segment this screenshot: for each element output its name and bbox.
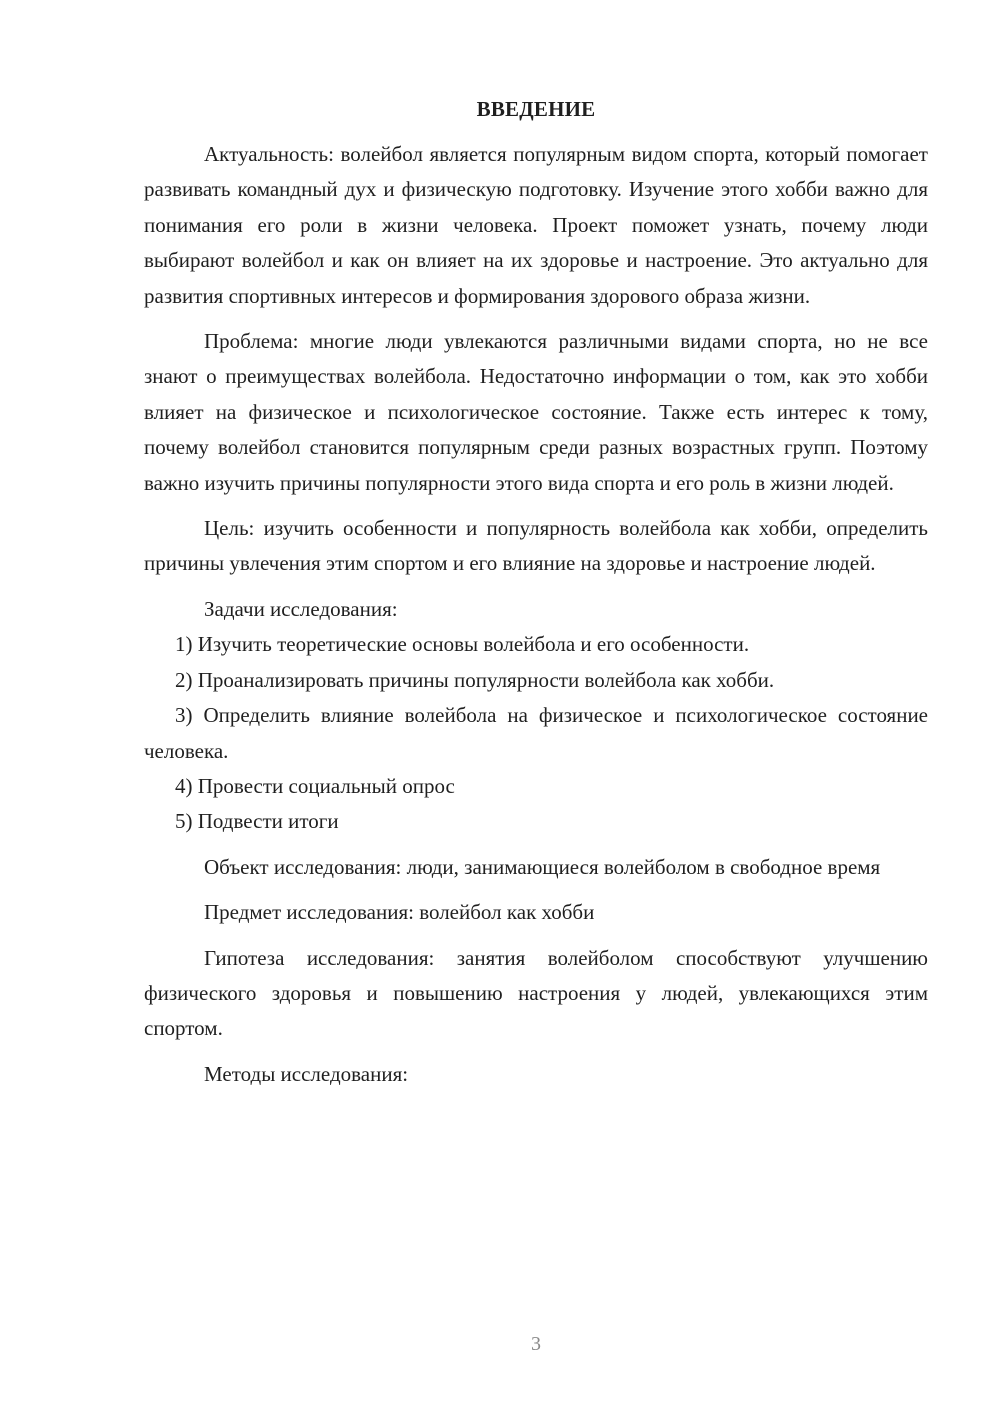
task-item: 4) Провести социальный опрос xyxy=(175,773,455,798)
task-item: 1) Изучить теоретические основы волейбола и его особенности. xyxy=(175,632,750,657)
relevance-paragraph: Актуальность: волейбол является популярным видом спорта, который помогает развивать командный дух и физическую подготовку. Изучение этого хобби важно для понимания его роли в жизни человека. Проект поможет узнать, почему люди выбирают волейбол и как он влияет на их здоровье и настроение. Это актуально для развития спортивных интересов и формирования здорового образа жизни. xyxy=(144,142,928,308)
page-number: 3 xyxy=(531,1333,541,1355)
task-item: 3) Определить влияние волейбола на физическое и психологическое состояние человека. xyxy=(144,703,928,763)
methods-heading: Методы исследования: xyxy=(204,1061,409,1086)
document-page xyxy=(144,92,928,1092)
goal-paragraph: Цель: изучить особенности и популярность волейбола как хобби, определить причины увлечения этим спортом и его влияние на здоровье и настроение людей. xyxy=(144,516,928,576)
page-title: ВВЕДЕНИЕ xyxy=(476,97,596,121)
task-item: 2) Проанализировать причины популярности волейбола как хобби. xyxy=(175,667,775,692)
object-paragraph: Объект исследования: люди, занимающиеся волейболом в свободное время xyxy=(204,854,881,879)
task-item: 5) Подвести итоги xyxy=(175,809,339,834)
tasks-heading: Задачи исследования: xyxy=(204,596,398,621)
hypothesis-paragraph: Гипотеза исследования: занятия волейболом способствуют улучшению физического здоровья и повышению настроения у людей, увлекающихся этим спортом. xyxy=(144,945,928,1041)
subject-paragraph: Предмет исследования: волейбол как хобби xyxy=(204,900,595,925)
problem-paragraph: Проблема: многие люди увлекаются различными видами спорта, но не все знают о преимуществах волейбола. Недостаточно информации о том, как это хобби влияет на физическое и психологическое состояние. Также есть интерес к тому, почему волейбол становится популярным среди разных возрастных групп. Поэтому важно изучить причины популярности этого вида спорта и его роль в жизни людей. xyxy=(144,329,928,495)
